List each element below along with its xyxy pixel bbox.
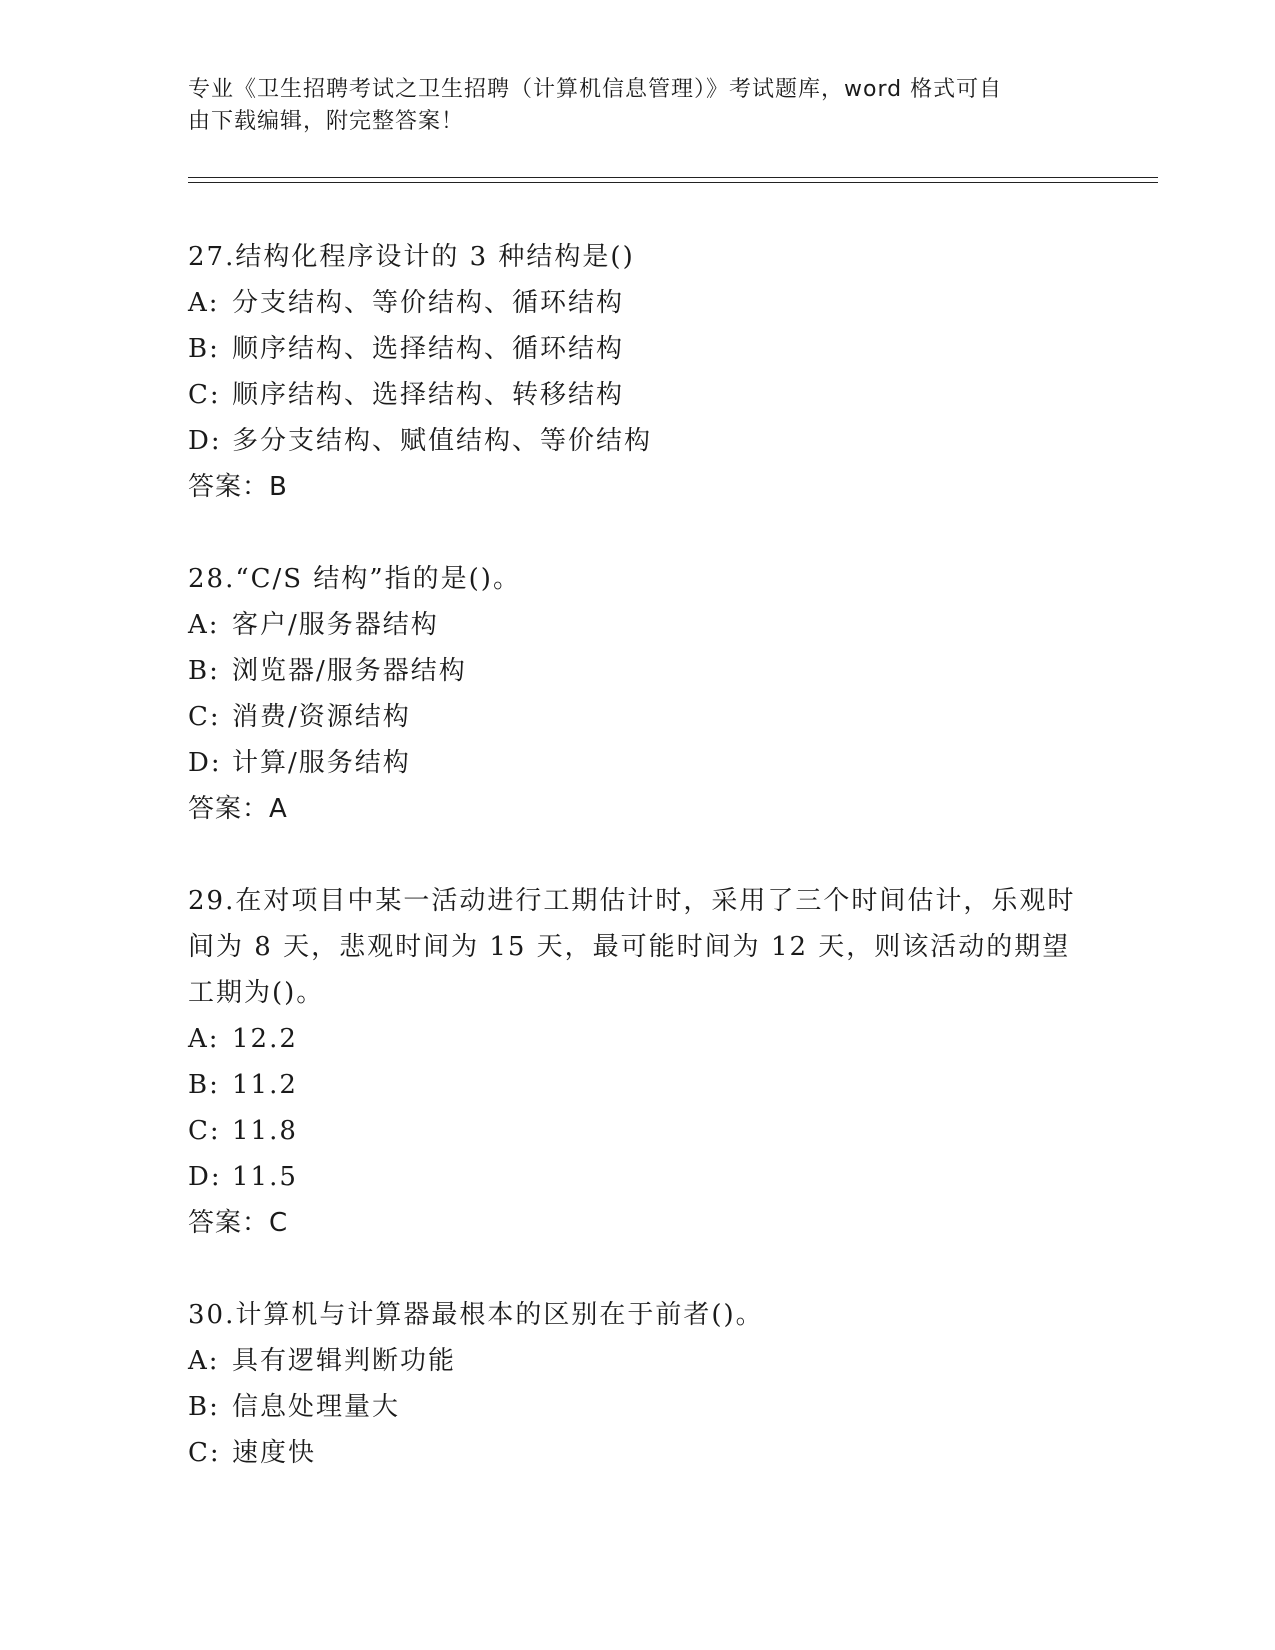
option-letter: A: <box>188 288 220 318</box>
option-letter: C: <box>188 1116 221 1146</box>
option-letter: A: <box>188 1346 220 1376</box>
option-letter: B: <box>188 1070 220 1100</box>
option-a <box>188 1016 1088 1062</box>
option-c <box>188 1430 1088 1476</box>
header-line-2: 由下载编辑，附完整答案！ <box>188 109 465 134</box>
option-letter: A: <box>188 1024 220 1054</box>
option-letter: B: <box>188 334 220 364</box>
question-29 <box>188 878 1088 1246</box>
option-a <box>188 280 1088 326</box>
question-list <box>188 234 1088 1522</box>
option-d <box>188 1154 1088 1200</box>
answer-line: 答案：A <box>188 794 288 824</box>
option-c <box>188 1108 1088 1154</box>
question-stem: 28.“C/S 结构”指的是()。 <box>188 564 521 594</box>
header-divider-bottom <box>188 182 1158 183</box>
option-d <box>188 740 1088 786</box>
header-divider-top <box>188 177 1158 178</box>
option-c <box>188 372 1088 418</box>
option-text: 顺序结构、选择结构、转移结构 <box>232 380 625 410</box>
option-letter: B: <box>188 656 220 686</box>
option-text: 11.2 <box>232 1070 298 1100</box>
document-header <box>188 74 1068 138</box>
option-text: 浏览器/服务器结构 <box>232 656 467 686</box>
option-letter: C: <box>188 380 221 410</box>
option-b <box>188 1384 1088 1430</box>
option-letter: A: <box>188 610 220 640</box>
option-letter: D: <box>188 748 222 778</box>
question-28 <box>188 556 1088 832</box>
option-text: 11.8 <box>232 1116 298 1146</box>
option-text: 分支结构、等价结构、循环结构 <box>232 288 625 318</box>
option-letter: C: <box>188 702 221 732</box>
option-text: 计算/服务结构 <box>232 748 411 778</box>
question-27 <box>188 234 1088 510</box>
option-a <box>188 1338 1088 1384</box>
option-b <box>188 1062 1088 1108</box>
option-text: 客户/服务器结构 <box>232 610 439 640</box>
option-letter: D: <box>188 426 222 456</box>
header-line-1: 专业《卫生招聘考试之卫生招聘（计算机信息管理）》考试题库，word 格式可自 <box>188 77 1003 102</box>
question-stem: 29.在对项目中某一活动进行工期估计时，采用了三个时间估计，乐观时间为 8 天，悲观时间为 15 天，最可能时间为 12 天，则该活动的期望工期为()。 <box>188 886 1076 1008</box>
option-text: 12.2 <box>232 1024 298 1054</box>
question-stem: 27.结构化程序设计的 3 种结构是() <box>188 242 635 272</box>
option-letter: B: <box>188 1392 220 1422</box>
question-stem: 30.计算机与计算器最根本的区别在于前者()。 <box>188 1300 764 1330</box>
option-c <box>188 694 1088 740</box>
option-text: 11.5 <box>232 1162 298 1192</box>
option-text: 具有逻辑判断功能 <box>232 1346 457 1376</box>
question-30 <box>188 1292 1088 1476</box>
option-a <box>188 602 1088 648</box>
option-text: 消费/资源结构 <box>232 702 411 732</box>
answer-line: 答案：C <box>188 1208 289 1238</box>
answer-line: 答案：B <box>188 472 288 502</box>
option-b <box>188 648 1088 694</box>
option-text: 顺序结构、选择结构、循环结构 <box>232 334 625 364</box>
option-d <box>188 418 1088 464</box>
option-letter: C: <box>188 1438 221 1468</box>
option-letter: D: <box>188 1162 222 1192</box>
option-text: 信息处理量大 <box>232 1392 401 1422</box>
option-text: 速度快 <box>232 1438 317 1468</box>
option-b <box>188 326 1088 372</box>
option-text: 多分支结构、赋值结构、等价结构 <box>232 426 653 456</box>
